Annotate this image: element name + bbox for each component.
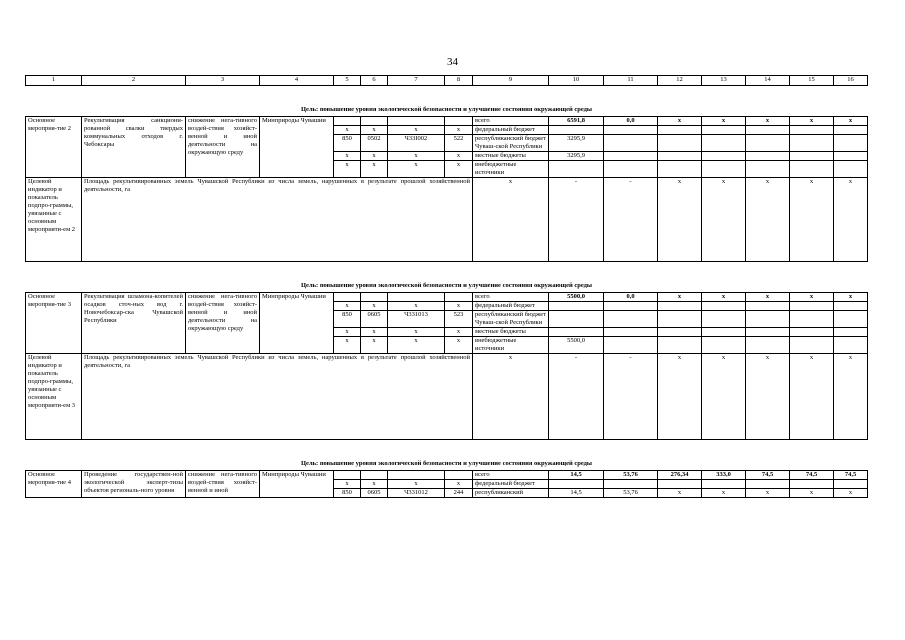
funding-cell: x [746,117,790,126]
col-num: 16 [834,76,868,86]
funding-cell [746,480,790,489]
funding-cell [702,480,746,489]
activity-executor: Минприроды Чувашии [260,293,334,354]
funding-cell [604,126,658,135]
indicator-value: x [658,178,702,262]
funding-cell [658,161,702,178]
funding-cell: x [388,161,445,178]
funding-cell [658,480,702,489]
funding-cell: 3295,9 [549,135,604,152]
activity-title: Проведение государствен-ной экологической эксперт-тизы объектов региональ-ного уровня [82,471,186,498]
funding-cell [746,302,790,311]
funding-cell: x [658,117,702,126]
funding-cell: x [445,337,473,354]
funding-cell [790,135,834,152]
funding-cell: x [445,152,473,161]
funding-row [26,117,868,126]
indicator-value: - [604,354,658,440]
goal-text: Цель: повышение уровня экологической безопасности и улучшение состояния окружающей среды [26,440,868,471]
indicator-value: x [790,354,834,440]
funding-cell: 3295,9 [549,152,604,161]
funding-cell [746,135,790,152]
funding-cell: 5500,0 [549,337,604,354]
funding-cell: x [334,152,361,161]
funding-cell [388,293,445,302]
col-num: 3 [186,76,260,86]
funding-cell: x [361,480,388,489]
budget-table [25,75,868,498]
funding-cell [702,337,746,354]
funding-source: федеральный бюджет [473,126,549,135]
indicator-value: x [746,178,790,262]
funding-cell: x [361,328,388,337]
col-num: 5 [334,76,361,86]
funding-source: республиканский бюджет Чуваш-ской Республики [473,135,549,152]
funding-cell: x [702,489,746,498]
funding-cell [361,471,388,480]
funding-cell: x [388,337,445,354]
funding-cell: x [702,293,746,302]
funding-cell [361,117,388,126]
funding-cell [790,311,834,328]
funding-cell [604,328,658,337]
funding-source: республиканский [473,489,549,498]
col-num: 8 [445,76,473,86]
funding-cell [658,328,702,337]
funding-cell: x [658,293,702,302]
funding-source: внебюджетные источники [473,337,549,354]
col-num: 6 [361,76,388,86]
funding-row [26,293,868,302]
funding-cell: x [658,489,702,498]
funding-cell: x [746,293,790,302]
funding-cell [604,311,658,328]
funding-cell: 0,0 [604,117,658,126]
indicator-value: x [473,178,549,262]
goal-text: Цель: повышение уровня экологической безопасности и улучшение состояния окружающей среды [26,86,868,117]
funding-cell: 14,5 [549,471,604,480]
funding-cell [445,117,473,126]
funding-source: всего [473,293,549,302]
funding-cell [790,480,834,489]
funding-cell: 850 [334,135,361,152]
funding-source: федеральный бюджет [473,480,549,489]
funding-cell: x [834,293,868,302]
col-num: 9 [473,76,549,86]
goal-text: Цель: повышение уровня экологической безопасности и улучшение состояния окружающей среды [26,262,868,293]
funding-cell [658,152,702,161]
funding-cell: x [445,302,473,311]
funding-cell: 276,34 [658,471,702,480]
funding-cell [790,152,834,161]
funding-cell: 53,76 [604,489,658,498]
funding-cell: x [834,489,868,498]
funding-cell: x [790,293,834,302]
col-num: 1 [26,76,82,86]
indicator-text: Площадь рекультивированных земель Чувашской Республики из числа земель, нарушенных в результате прошлой хозяйственной деятельности, га [82,354,473,440]
funding-cell [834,337,868,354]
funding-cell [658,135,702,152]
funding-cell [746,337,790,354]
indicator-value: x [473,354,549,440]
funding-cell: x [361,126,388,135]
funding-cell: 522 [445,135,473,152]
funding-cell: x [361,161,388,178]
funding-cell [549,328,604,337]
funding-cell: 523 [445,311,473,328]
funding-cell: 74,5 [834,471,868,480]
funding-cell [334,471,361,480]
funding-cell: x [334,480,361,489]
funding-cell: Ч331013 [388,311,445,328]
goal-row [26,440,868,471]
activity-title: Рекультивация санкциони-рованной свалки твердых коммунальных отходов г. Чебоксары [82,117,186,178]
funding-cell [549,161,604,178]
funding-cell [388,471,445,480]
funding-cell [388,117,445,126]
funding-cell [702,328,746,337]
funding-cell: x [388,302,445,311]
funding-cell: 244 [445,489,473,498]
indicator-value: x [746,354,790,440]
funding-cell [604,152,658,161]
funding-source: всего [473,471,549,480]
funding-cell [834,480,868,489]
funding-cell: 53,76 [604,471,658,480]
col-num: 14 [746,76,790,86]
funding-cell [790,328,834,337]
funding-cell: 0502 [361,135,388,152]
funding-cell: x [334,328,361,337]
funding-cell [604,161,658,178]
funding-cell: x [334,337,361,354]
funding-cell [746,152,790,161]
funding-cell: x [361,302,388,311]
page-number: 34 [447,56,458,68]
activity-name: Основное мероприя-тие 4 [26,471,82,498]
funding-cell: 74,5 [746,471,790,480]
indicator-value: x [658,354,702,440]
funding-cell [658,302,702,311]
funding-cell [834,161,868,178]
funding-cell [702,161,746,178]
funding-cell [790,161,834,178]
funding-cell: 14,5 [549,489,604,498]
funding-cell [604,337,658,354]
funding-cell: x [702,117,746,126]
funding-cell: x [445,328,473,337]
funding-cell [834,135,868,152]
column-number-row [26,76,868,86]
funding-cell [445,471,473,480]
indicator-value: x [702,354,746,440]
activity-executor: Минприроды Чувашии [260,471,334,498]
funding-source: всего [473,117,549,126]
funding-source: местные бюджеты [473,152,549,161]
col-num: 2 [82,76,186,86]
funding-cell [746,311,790,328]
funding-cell: 850 [334,311,361,328]
indicator-label: Целевой индикатор и показатель подпро-граммы, увязанные с основным мероприяти-ем 3 [26,354,82,440]
funding-cell: x [334,161,361,178]
col-num: 10 [549,76,604,86]
funding-cell [746,161,790,178]
indicator-value: x [702,178,746,262]
funding-cell [702,135,746,152]
funding-cell [790,302,834,311]
indicator-value: x [790,178,834,262]
funding-cell [746,126,790,135]
goal-row [26,262,868,293]
funding-cell [790,126,834,135]
funding-cell [702,126,746,135]
col-num: 11 [604,76,658,86]
funding-cell [604,135,658,152]
funding-cell: 0605 [361,489,388,498]
activity-executor: Минприроды Чувашии [260,117,334,178]
funding-cell [549,302,604,311]
funding-cell [834,302,868,311]
funding-cell [702,152,746,161]
col-num: 12 [658,76,702,86]
funding-cell: Ч33I002 [388,135,445,152]
funding-cell: 850 [334,489,361,498]
funding-source: местные бюджеты [473,328,549,337]
funding-cell [334,293,361,302]
funding-cell: x [388,152,445,161]
funding-cell [746,328,790,337]
funding-cell [445,293,473,302]
funding-cell: x [445,126,473,135]
funding-cell: x [834,117,868,126]
indicator-label: Целевой индикатор и показатель подпро-граммы, увязанные с основным мероприяти-ем 2 [26,178,82,262]
funding-source: внебюджетные источники [473,161,549,178]
funding-cell: 333,0 [702,471,746,480]
funding-cell: x [388,126,445,135]
funding-cell: x [334,302,361,311]
activity-name: Основное мероприя-тие 2 [26,117,82,178]
funding-source: республиканский бюджет Чуваш-ской Республики [473,311,549,328]
funding-cell: x [445,480,473,489]
funding-cell [361,293,388,302]
funding-cell: 0,0 [604,293,658,302]
funding-cell [834,328,868,337]
funding-cell [702,311,746,328]
funding-cell [658,311,702,328]
funding-cell [549,311,604,328]
indicator-value: x [834,354,868,440]
activity-name: Основное мероприя-тие 3 [26,293,82,354]
funding-cell: x [790,117,834,126]
col-num: 13 [702,76,746,86]
funding-cell: x [361,337,388,354]
indicator-value: - [549,178,604,262]
indicator-value: - [604,178,658,262]
funding-cell: x [790,489,834,498]
activity-title: Рекультивация шламона-копителей осадков сточ-ных вод г. Новочебоксар-ска Чувашской Республики [82,293,186,354]
funding-cell: Ч331012 [388,489,445,498]
indicator-value: - [549,354,604,440]
funding-cell [549,480,604,489]
funding-cell [604,302,658,311]
col-num: 15 [790,76,834,86]
funding-cell [834,152,868,161]
funding-cell: x [746,489,790,498]
funding-cell: 5500,0 [549,293,604,302]
funding-cell [604,480,658,489]
indicator-value: x [834,178,868,262]
funding-cell [834,311,868,328]
indicator-text: Площадь рекультивированных земель Чувашской Республики из числа земель, нарушенных в результате прошлой хозяйственной деятельности, га [82,178,473,262]
indicator-row [26,354,868,440]
funding-cell [334,117,361,126]
funding-cell: x [445,161,473,178]
col-num: 7 [388,76,445,86]
activity-effect: снижение нега-тивного воздей-ствия хозяйст-венной и иной деятельности на окружающую среду [186,293,260,354]
funding-source: федеральный бюджет [473,302,549,311]
funding-cell: x [334,126,361,135]
funding-cell: 0605 [361,311,388,328]
funding-cell [702,302,746,311]
funding-cell: 74,5 [790,471,834,480]
funding-cell: x [388,480,445,489]
col-num: 4 [260,76,334,86]
goal-row [26,86,868,117]
indicator-row [26,178,868,262]
activity-effect: снижение нега-тивного воздей-ствия хозяйст-венной и иной [186,471,260,498]
funding-cell [658,126,702,135]
funding-cell [790,337,834,354]
activity-effect: снижение нега-тивного воздей-ствия хозяйст-венной и иной деятельности на окружающую среду [186,117,260,178]
funding-cell: x [361,152,388,161]
funding-cell: x [388,328,445,337]
funding-cell: 6591,8 [549,117,604,126]
funding-cell [658,337,702,354]
funding-row [26,471,868,480]
funding-cell [549,126,604,135]
funding-cell [834,126,868,135]
